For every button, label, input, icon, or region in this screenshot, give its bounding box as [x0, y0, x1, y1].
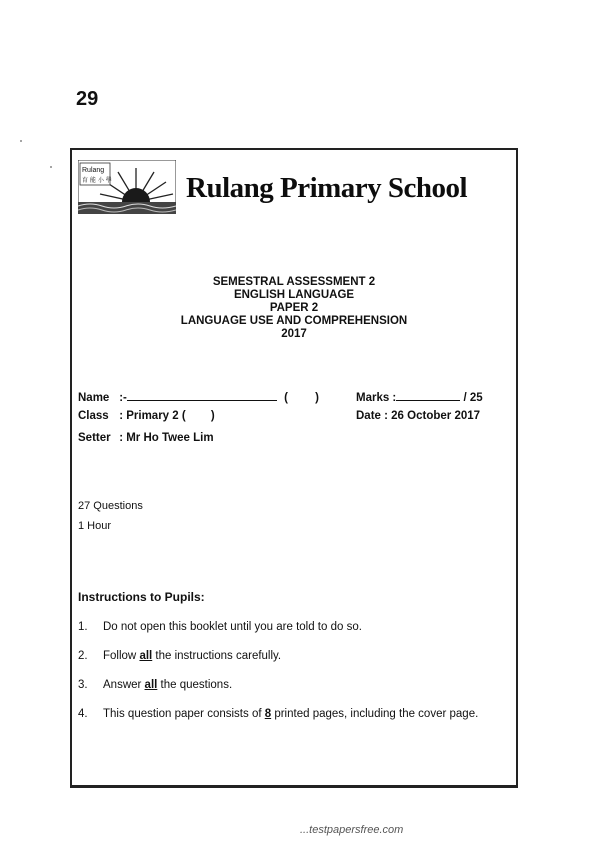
setter-row [78, 432, 214, 444]
school-name: Rulang Primary School [186, 172, 468, 204]
instruction-item [78, 649, 498, 664]
instruction-text-part: Answer [103, 679, 145, 691]
footer-watermark: ...testpapersfree.com [300, 824, 404, 836]
name-separator: :- [119, 392, 127, 404]
instruction-text [103, 649, 281, 664]
setter-value: : Mr Ho Twee Lim [119, 432, 214, 444]
title-line: ENGLISH LANGUAGE [233, 289, 355, 301]
logo-text-top: Rulang [82, 167, 105, 174]
name-label: Name [78, 392, 110, 404]
instruction-item [78, 678, 498, 693]
class-value: : Primary 2 ( [119, 410, 186, 422]
register-bracket-close: ) [315, 392, 319, 404]
instruction-text-part: printed pages, including the cover page. [271, 708, 479, 720]
class-row [78, 410, 215, 422]
school-header [78, 160, 508, 215]
instruction-emphasis: all [144, 679, 158, 691]
instruction-number: 3. [78, 679, 88, 691]
instruction-item [78, 620, 498, 635]
date-label: Date [356, 410, 381, 422]
question-count: 27 Questions [78, 500, 143, 512]
logo-text-bottom: 育 能 小 學 [82, 177, 112, 184]
title-line: 2017 [281, 328, 307, 340]
instruction-item [78, 707, 498, 722]
scan-speck [50, 166, 52, 168]
title-line: SEMESTRAL ASSESSMENT 2 [212, 276, 376, 288]
register-bracket-open: ( [284, 392, 288, 404]
marks-label: Marks : [356, 392, 397, 404]
instruction-text-part: the questions. [157, 679, 233, 691]
duration: 1 Hour [78, 520, 112, 532]
instruction-text-part: Follow [103, 650, 140, 662]
scan-speck [20, 140, 22, 142]
instruction-number: 4. [78, 708, 88, 720]
instruction-text [103, 620, 362, 635]
instruction-text [103, 678, 232, 693]
cover-page-frame [70, 148, 518, 788]
date-value: : 26 October 2017 [384, 410, 481, 422]
instruction-text-part: the instructions carefully. [152, 650, 282, 662]
marks-blank[interactable] [396, 390, 460, 401]
date-row [356, 410, 480, 422]
instruction-emphasis: 8 [264, 708, 272, 720]
title-line: PAPER 2 [269, 302, 319, 314]
setter-label: Setter [78, 432, 111, 444]
instruction-text-part: Do not open this booklet until you are told to do so. [103, 621, 362, 633]
instruction-text [103, 707, 478, 722]
instruction-number: 1. [78, 621, 88, 633]
marks-row [356, 390, 483, 404]
name-blank[interactable] [127, 390, 277, 401]
class-label: Class [78, 410, 109, 422]
class-bracket-close: ) [210, 410, 215, 422]
instruction-text-part: This question paper consists of [103, 708, 265, 720]
assessment-titles [72, 276, 516, 341]
instruction-emphasis: all [139, 650, 153, 662]
school-logo-icon [78, 160, 176, 214]
page-number: 29 [76, 88, 99, 110]
title-line: LANGUAGE USE AND COMPREHENSION [180, 315, 408, 327]
instructions-heading: Instructions to Pupils: [78, 590, 205, 604]
name-row [78, 390, 319, 404]
marks-total: / 25 [463, 392, 483, 404]
instruction-number: 2. [78, 650, 88, 662]
